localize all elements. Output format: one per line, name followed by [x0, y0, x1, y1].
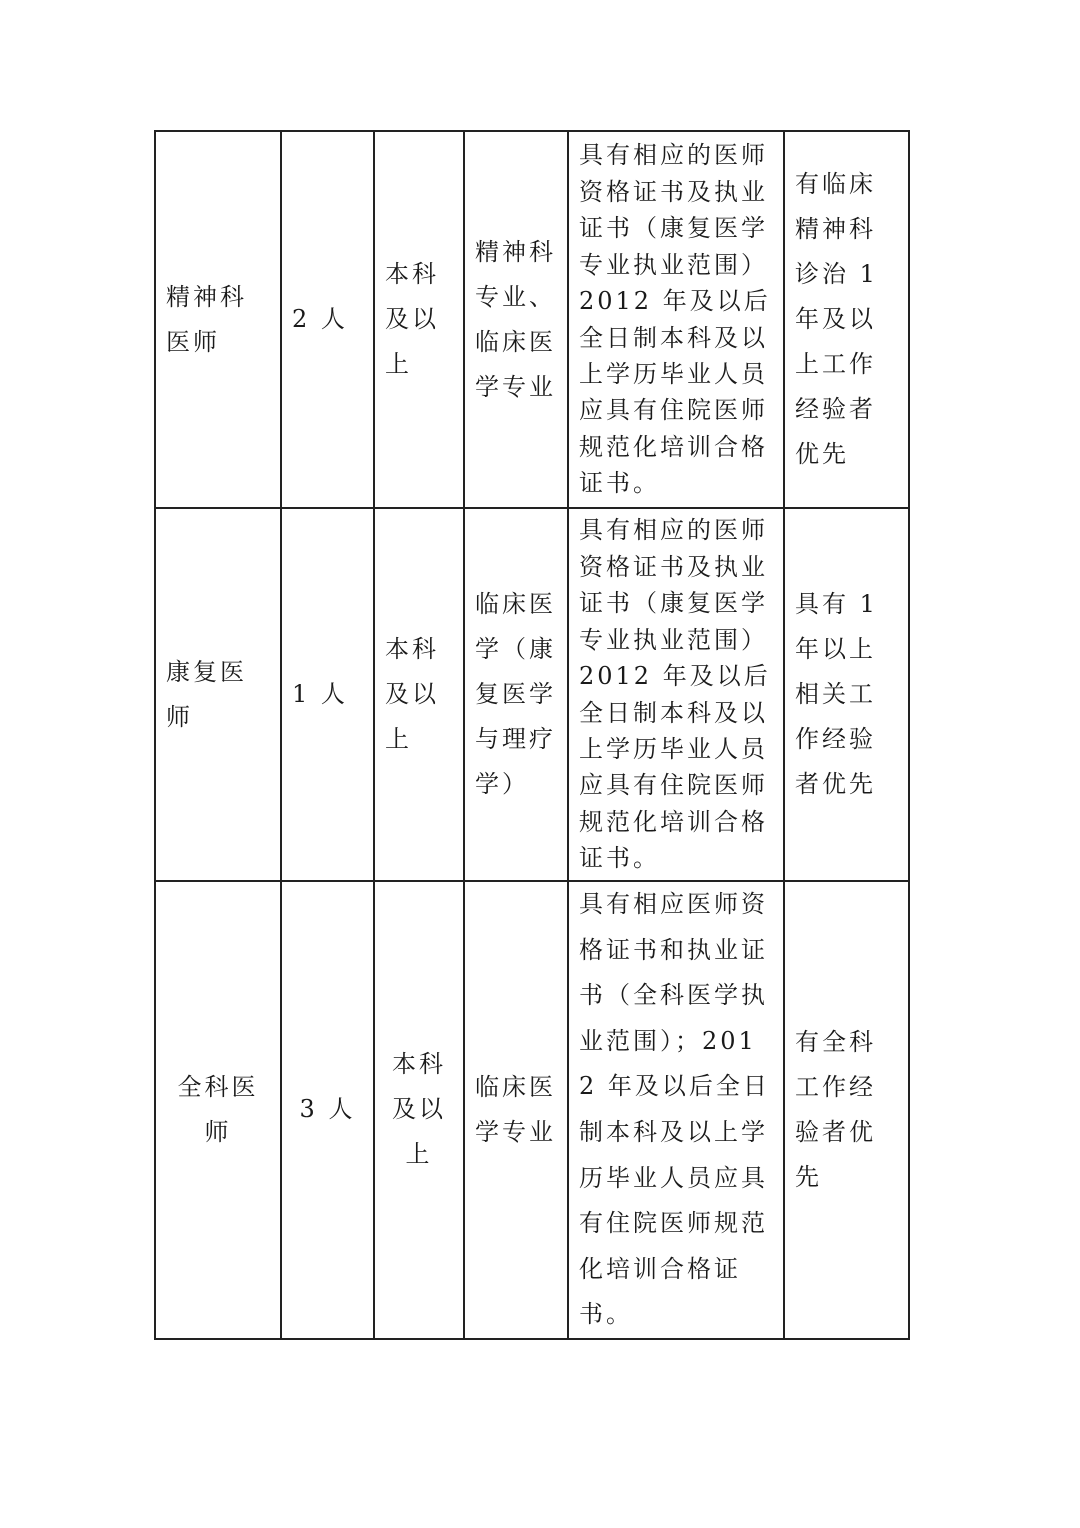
count-cell: 3 人 — [281, 881, 374, 1339]
count-cell: 1 人 — [281, 508, 374, 881]
recruitment-table — [154, 130, 910, 1340]
other-requirement-cell: 有临床精神科诊治 1 年及以上工作经验者优先 — [784, 131, 909, 508]
education-cell: 本科及以上 — [374, 131, 464, 508]
qualification-cell: 具有相应的医师资格证书及执业证书（康复医学专业执业范围）2012 年及以后全日制本科及以上学历毕业人员应具有住院医师规范化培训合格证书。 — [568, 508, 784, 881]
major-cell: 临床医学专业 — [464, 881, 568, 1339]
position-cell: 精神科医师 — [155, 131, 281, 508]
position-cell: 康复医师 — [155, 508, 281, 881]
table-row — [155, 881, 909, 1339]
major-cell: 精神科专业、临床医学专业 — [464, 131, 568, 508]
other-requirement-cell: 具有 1 年以上相关工作经验者优先 — [784, 508, 909, 881]
table-row — [155, 508, 909, 881]
education-cell: 本科及以上 — [374, 508, 464, 881]
table-row — [155, 131, 909, 508]
education-cell: 本科及以上 — [374, 881, 464, 1339]
qualification-cell: 具有相应的医师资格证书及执业证书（康复医学专业执业范围）2012 年及以后全日制本科及以上学历毕业人员应具有住院医师规范化培训合格证书。 — [568, 131, 784, 508]
qualification-cell: 具有相应医师资格证书和执业证书（全科医学执业范围）；2012 年及以后全日制本科及以上学历毕业人员应具有住院医师规范化培训合格证书。 — [568, 881, 784, 1339]
count-cell: 2 人 — [281, 131, 374, 508]
major-cell: 临床医学（康复医学与理疗学） — [464, 508, 568, 881]
other-requirement-cell: 有全科工作经验者优先 — [784, 881, 909, 1339]
position-cell: 全科医师 — [155, 881, 281, 1339]
